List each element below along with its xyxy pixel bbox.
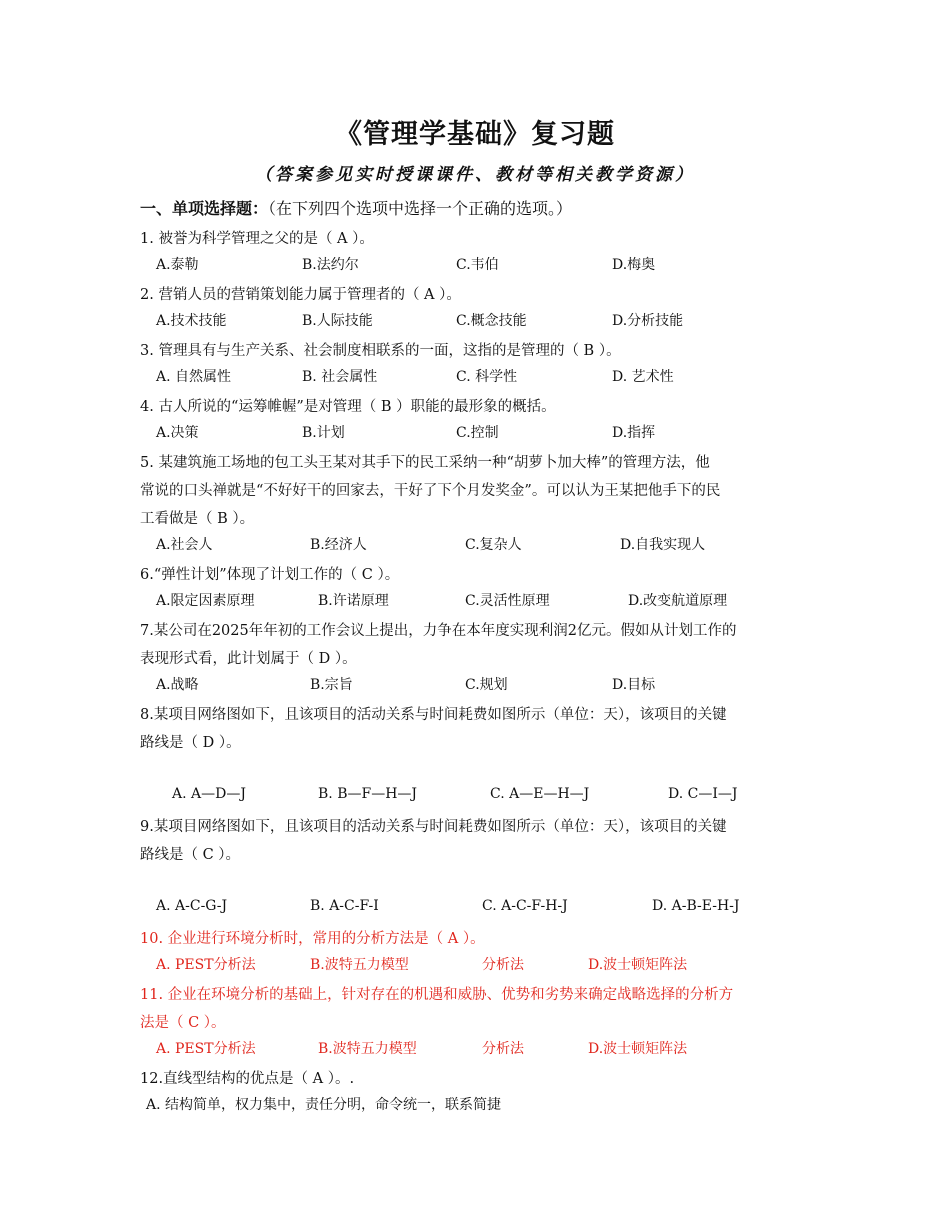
option-d: D.波士顿矩阵法 — [588, 1041, 688, 1057]
section-heading: 一、单项选择题： — [140, 199, 269, 218]
question-9-line-2: 路线是（ C ）。 — [140, 847, 241, 863]
section-instruction: （在下列四个选项中选择一个正确的选项。） — [268, 199, 573, 218]
question-7-line-2: 表现形式看，此计划属于（ D ）。 — [140, 651, 357, 667]
option-d: D.自我实现人 — [620, 537, 706, 553]
option-a: A.限定因素原理 — [156, 593, 255, 609]
option-a: A. PEST分析法 — [156, 1041, 256, 1057]
option-c: C.灵活性原理 — [465, 593, 550, 609]
option-c: C.复杂人 — [465, 537, 522, 553]
option-b: B. B—F—H—J — [318, 786, 418, 802]
option-c: 分析法 — [482, 957, 524, 973]
question-2: 2. 营销人员的营销策划能力属于管理者的（ A ）。 — [140, 287, 461, 303]
option-a: A.战略 — [156, 677, 199, 693]
option-b: B.人际技能 — [302, 313, 373, 329]
option-a: A.技术技能 — [156, 313, 227, 329]
option-b: B.波特五力模型 — [318, 1041, 417, 1057]
option-d: D. C—I—J — [668, 786, 738, 802]
option-a: A. PEST分析法 — [156, 957, 256, 973]
option-b: B.经济人 — [310, 537, 367, 553]
question-5-line-3: 工看做是（ B ）。 — [140, 511, 255, 527]
section-header — [140, 196, 572, 219]
option-c: C. 科学性 — [456, 369, 518, 385]
question-5-line-1: 5. 某建筑施工场地的包工头王某对其手下的民工采纳一种“胡萝卜加大棒”的管理方法，他 — [140, 455, 710, 471]
option-c: C. A—E—H—J — [490, 786, 590, 802]
question-12: 12.直线型结构的优点是（ A ）。. — [140, 1071, 355, 1087]
option-b: B. 社会属性 — [302, 369, 378, 385]
option-c: C.规划 — [465, 677, 508, 693]
option-a: A. A-C-G-J — [156, 898, 228, 914]
option-b: B. A-C-F-I — [310, 898, 379, 914]
question-4: 4. 古人所说的“运筹帷幄”是对管理（ B ）职能的最形象的概括。 — [140, 399, 556, 415]
option-b: B.波特五力模型 — [310, 957, 409, 973]
option-b: B.许诺原理 — [318, 593, 389, 609]
option-a: A.社会人 — [156, 537, 213, 553]
option-a: A. 自然属性 — [156, 369, 232, 385]
option-d: D.改变航道原理 — [628, 593, 728, 609]
option-b: B.计划 — [302, 425, 345, 441]
question-3: 3. 管理具有与生产关系、社会制度相联系的一面，这指的是管理的（ B ）。 — [140, 343, 621, 359]
option-a: A.决策 — [156, 425, 199, 441]
question-7-line-1: 7.某公司在2025年年初的工作会议上提出，力争在本年度实现利润2亿元。假如从计划工作的 — [140, 623, 737, 639]
question-10: 10. 企业进行环境分析时，常用的分析方法是（ A ）。 — [140, 931, 485, 947]
option-b: B.宗旨 — [310, 677, 353, 693]
option-c: C. A-C-F-H-J — [482, 898, 568, 914]
option-c: C.韦伯 — [456, 257, 499, 273]
option-d: D. 艺术性 — [612, 369, 674, 385]
option-d: D.梅奥 — [612, 257, 656, 273]
option-d: D.分析技能 — [612, 313, 684, 329]
page-title: 《管理学基础》复习题 — [335, 119, 615, 150]
option-a: A.泰勒 — [156, 257, 199, 273]
question-8-line-1: 8.某项目网络图如下，且该项目的活动关系与时间耗费如图所示（单位：天），该项目的关键 — [140, 707, 727, 723]
option-d: D.指挥 — [612, 425, 656, 441]
option-d: D. A-B-E-H-J — [652, 898, 740, 914]
page-subtitle: （答案参见实时授课课件、教材等相关教学资源） — [255, 165, 695, 185]
option-c: 分析法 — [482, 1041, 524, 1057]
option-d: D.目标 — [612, 677, 656, 693]
option-c: C.控制 — [456, 425, 499, 441]
question-11-line-1: 11. 企业在环境分析的基础上，针对存在的机遇和威胁、优势和劣势来确定战略选择的分析方 — [140, 987, 734, 1003]
option-d: D.波士顿矩阵法 — [588, 957, 688, 973]
question-5-line-2: 常说的口头禅就是“不好好干的回家去，干好了下个月发奖金”。可以认为王某把他手下的民 — [140, 483, 721, 499]
question-11-line-2: 法是（ C ）。 — [140, 1015, 226, 1031]
option-a: A. A—D—J — [172, 786, 246, 802]
option-c: C.概念技能 — [456, 313, 527, 329]
question-8-line-2: 路线是（ D ）。 — [140, 735, 241, 751]
question-9-line-1: 9.某项目网络图如下，且该项目的活动关系与时间耗费如图所示（单位：天），该项目的关键 — [140, 819, 727, 835]
option-a: A. 结构简单，权力集中，责任分明，命令统一，联系简捷 — [146, 1097, 502, 1113]
option-b: B.法约尔 — [302, 257, 359, 273]
question-6: 6.“弹性计划”体现了计划工作的（ C ）。 — [140, 567, 400, 583]
question-1: 1. 被誉为科学管理之父的是（ A ）。 — [140, 231, 374, 247]
